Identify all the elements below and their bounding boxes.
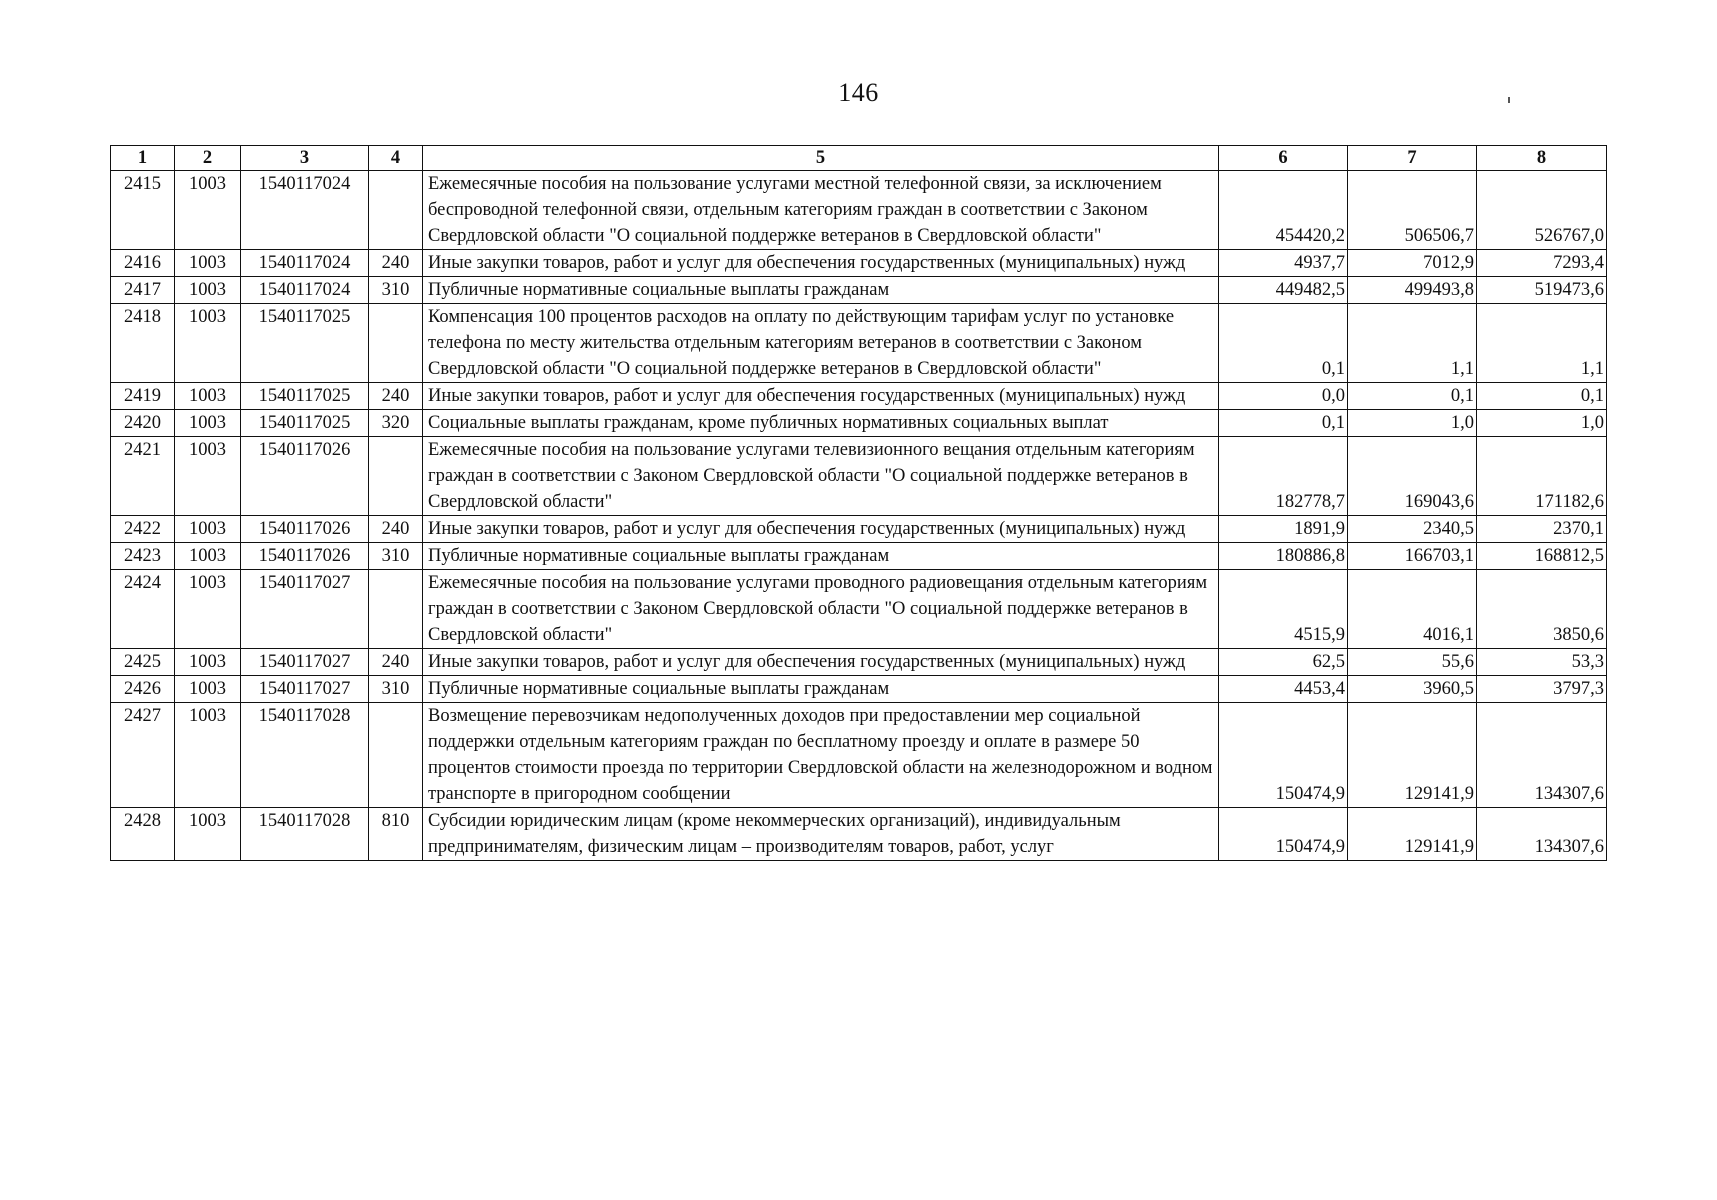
target-article-cell: 1540117027 bbox=[241, 570, 369, 649]
amount-col-6-cell: 454420,2 bbox=[1219, 171, 1348, 250]
section-code-cell: 1003 bbox=[175, 277, 241, 304]
section-code-cell: 1003 bbox=[175, 649, 241, 676]
expense-type-cell: 240 bbox=[369, 383, 423, 410]
amount-col-6-cell: 4937,7 bbox=[1219, 250, 1348, 277]
section-code-cell: 1003 bbox=[175, 516, 241, 543]
target-article-cell: 1540117025 bbox=[241, 410, 369, 437]
target-article-cell: 1540117026 bbox=[241, 516, 369, 543]
description-cell: Публичные нормативные социальные выплаты гражданам bbox=[423, 543, 1219, 570]
description-cell: Ежемесячные пособия на пользование услугами проводного радиовещания отдельным категориям граждан в соответствии с Законом Свердловской области "О социальной поддержке ветеранов в Свердловской области" bbox=[423, 570, 1219, 649]
header-col-5: 5 bbox=[423, 146, 1219, 171]
row-number-cell: 2415 bbox=[111, 171, 175, 250]
table-row bbox=[111, 808, 1607, 861]
amount-col-6-cell: 1891,9 bbox=[1219, 516, 1348, 543]
header-col-2: 2 bbox=[175, 146, 241, 171]
amount-col-8-cell: 168812,5 bbox=[1477, 543, 1607, 570]
target-article-cell: 1540117024 bbox=[241, 250, 369, 277]
amount-col-8-cell: 3797,3 bbox=[1477, 676, 1607, 703]
description-cell: Иные закупки товаров, работ и услуг для обеспечения государственных (муниципальных) нужд bbox=[423, 649, 1219, 676]
expense-type-cell: 310 bbox=[369, 543, 423, 570]
expense-type-cell bbox=[369, 437, 423, 516]
table-row bbox=[111, 543, 1607, 570]
amount-col-7-cell: 506506,7 bbox=[1348, 171, 1477, 250]
table-row bbox=[111, 570, 1607, 649]
section-code-cell: 1003 bbox=[175, 171, 241, 250]
header-col-4: 4 bbox=[369, 146, 423, 171]
expense-type-cell: 320 bbox=[369, 410, 423, 437]
section-code-cell: 1003 bbox=[175, 383, 241, 410]
amount-col-6-cell: 0,0 bbox=[1219, 383, 1348, 410]
section-code-cell: 1003 bbox=[175, 703, 241, 808]
amount-col-6-cell: 0,1 bbox=[1219, 410, 1348, 437]
amount-col-8-cell: 1,1 bbox=[1477, 304, 1607, 383]
table-row bbox=[111, 703, 1607, 808]
row-number-cell: 2417 bbox=[111, 277, 175, 304]
row-number-cell: 2425 bbox=[111, 649, 175, 676]
description-cell: Публичные нормативные социальные выплаты гражданам bbox=[423, 277, 1219, 304]
amount-col-6-cell: 449482,5 bbox=[1219, 277, 1348, 304]
amount-col-7-cell: 1,1 bbox=[1348, 304, 1477, 383]
amount-col-7-cell: 129141,9 bbox=[1348, 808, 1477, 861]
table-row bbox=[111, 277, 1607, 304]
amount-col-8-cell: 1,0 bbox=[1477, 410, 1607, 437]
target-article-cell: 1540117024 bbox=[241, 277, 369, 304]
amount-col-6-cell: 62,5 bbox=[1219, 649, 1348, 676]
target-article-cell: 1540117027 bbox=[241, 676, 369, 703]
row-number-cell: 2422 bbox=[111, 516, 175, 543]
section-code-cell: 1003 bbox=[175, 543, 241, 570]
row-number-cell: 2426 bbox=[111, 676, 175, 703]
amount-col-6-cell: 182778,7 bbox=[1219, 437, 1348, 516]
amount-col-7-cell: 3960,5 bbox=[1348, 676, 1477, 703]
row-number-cell: 2428 bbox=[111, 808, 175, 861]
amount-col-6-cell: 4453,4 bbox=[1219, 676, 1348, 703]
table-row bbox=[111, 649, 1607, 676]
amount-col-7-cell: 2340,5 bbox=[1348, 516, 1477, 543]
amount-col-7-cell: 4016,1 bbox=[1348, 570, 1477, 649]
description-cell: Публичные нормативные социальные выплаты гражданам bbox=[423, 676, 1219, 703]
expense-type-cell bbox=[369, 570, 423, 649]
amount-col-8-cell: 2370,1 bbox=[1477, 516, 1607, 543]
description-cell: Субсидии юридическим лицам (кроме некоммерческих организаций), индивидуальным предпринимателям, физическим лицам – производителям товаров, работ, услуг bbox=[423, 808, 1219, 861]
table-row bbox=[111, 383, 1607, 410]
description-cell: Социальные выплаты гражданам, кроме публичных нормативных социальных выплат bbox=[423, 410, 1219, 437]
expense-type-cell: 240 bbox=[369, 516, 423, 543]
amount-col-7-cell: 166703,1 bbox=[1348, 543, 1477, 570]
expense-type-cell: 810 bbox=[369, 808, 423, 861]
description-cell: Ежемесячные пособия на пользование услугами телевизионного вещания отдельным категориям граждан в соответствии с Законом Свердловской области "О социальной поддержке ветеранов в Свердловской области" bbox=[423, 437, 1219, 516]
row-number-cell: 2419 bbox=[111, 383, 175, 410]
expense-type-cell bbox=[369, 703, 423, 808]
section-code-cell: 1003 bbox=[175, 437, 241, 516]
target-article-cell: 1540117025 bbox=[241, 383, 369, 410]
amount-col-7-cell: 499493,8 bbox=[1348, 277, 1477, 304]
header-col-1: 1 bbox=[111, 146, 175, 171]
amount-col-6-cell: 150474,9 bbox=[1219, 703, 1348, 808]
amount-col-7-cell: 1,0 bbox=[1348, 410, 1477, 437]
table-row bbox=[111, 250, 1607, 277]
amount-col-8-cell: 53,3 bbox=[1477, 649, 1607, 676]
page-number: 146 bbox=[838, 78, 879, 107]
header-col-3: 3 bbox=[241, 146, 369, 171]
expense-type-cell: 240 bbox=[369, 250, 423, 277]
header-col-8: 8 bbox=[1477, 146, 1607, 171]
amount-col-7-cell: 7012,9 bbox=[1348, 250, 1477, 277]
amount-col-6-cell: 180886,8 bbox=[1219, 543, 1348, 570]
header-col-7: 7 bbox=[1348, 146, 1477, 171]
target-article-cell: 1540117026 bbox=[241, 543, 369, 570]
section-code-cell: 1003 bbox=[175, 808, 241, 861]
target-article-cell: 1540117026 bbox=[241, 437, 369, 516]
budget-table bbox=[110, 145, 1607, 861]
expense-type-cell: 310 bbox=[369, 277, 423, 304]
scan-mark bbox=[1508, 97, 1510, 103]
description-cell: Компенсация 100 процентов расходов на оплату по действующим тарифам услуг по установке телефона по месту жительства отдельным категориям ветеранов в соответствии с Законом Свердловской области "О социальной поддержке ветеранов в Свердловской области" bbox=[423, 304, 1219, 383]
description-cell: Иные закупки товаров, работ и услуг для обеспечения государственных (муниципальных) нужд bbox=[423, 383, 1219, 410]
amount-col-7-cell: 129141,9 bbox=[1348, 703, 1477, 808]
row-number-cell: 2424 bbox=[111, 570, 175, 649]
target-article-cell: 1540117028 bbox=[241, 808, 369, 861]
amount-col-8-cell: 134307,6 bbox=[1477, 808, 1607, 861]
amount-col-8-cell: 134307,6 bbox=[1477, 703, 1607, 808]
table-row bbox=[111, 516, 1607, 543]
expense-type-cell: 310 bbox=[369, 676, 423, 703]
description-cell: Возмещение перевозчикам недополученных доходов при предоставлении мер социальной поддержки отдельным категориям граждан по бесплатному проезду и оплате в размере 50 процентов стоимости проезда по территории Свердловской области на железнодорожном и водном транспорте в пригородном сообщении bbox=[423, 703, 1219, 808]
row-number-cell: 2421 bbox=[111, 437, 175, 516]
section-code-cell: 1003 bbox=[175, 304, 241, 383]
table-body bbox=[111, 171, 1607, 861]
section-code-cell: 1003 bbox=[175, 250, 241, 277]
table-row bbox=[111, 171, 1607, 250]
expense-type-cell bbox=[369, 171, 423, 250]
amount-col-7-cell: 169043,6 bbox=[1348, 437, 1477, 516]
amount-col-8-cell: 171182,6 bbox=[1477, 437, 1607, 516]
row-number-cell: 2420 bbox=[111, 410, 175, 437]
row-number-cell: 2423 bbox=[111, 543, 175, 570]
amount-col-8-cell: 7293,4 bbox=[1477, 250, 1607, 277]
target-article-cell: 1540117027 bbox=[241, 649, 369, 676]
expense-type-cell: 240 bbox=[369, 649, 423, 676]
amount-col-6-cell: 150474,9 bbox=[1219, 808, 1348, 861]
target-article-cell: 1540117024 bbox=[241, 171, 369, 250]
table-row bbox=[111, 410, 1607, 437]
description-cell: Иные закупки товаров, работ и услуг для обеспечения государственных (муниципальных) нужд bbox=[423, 516, 1219, 543]
table-row bbox=[111, 676, 1607, 703]
amount-col-6-cell: 0,1 bbox=[1219, 304, 1348, 383]
amount-col-7-cell: 0,1 bbox=[1348, 383, 1477, 410]
target-article-cell: 1540117025 bbox=[241, 304, 369, 383]
row-number-cell: 2418 bbox=[111, 304, 175, 383]
target-article-cell: 1540117028 bbox=[241, 703, 369, 808]
row-number-cell: 2427 bbox=[111, 703, 175, 808]
description-cell: Иные закупки товаров, работ и услуг для обеспечения государственных (муниципальных) нужд bbox=[423, 250, 1219, 277]
section-code-cell: 1003 bbox=[175, 410, 241, 437]
section-code-cell: 1003 bbox=[175, 676, 241, 703]
row-number-cell: 2416 bbox=[111, 250, 175, 277]
amount-col-8-cell: 3850,6 bbox=[1477, 570, 1607, 649]
amount-col-8-cell: 519473,6 bbox=[1477, 277, 1607, 304]
header-row bbox=[111, 146, 1607, 171]
expense-type-cell bbox=[369, 304, 423, 383]
budget-table-container bbox=[110, 145, 1606, 861]
amount-col-6-cell: 4515,9 bbox=[1219, 570, 1348, 649]
description-cell: Ежемесячные пособия на пользование услугами местной телефонной связи, за исключением беспроводной телефонной связи, отдельным категориям граждан в соответствии с Законом Свердловской области "О социальной поддержке ветеранов в Свердловской области" bbox=[423, 171, 1219, 250]
amount-col-8-cell: 0,1 bbox=[1477, 383, 1607, 410]
header-col-6: 6 bbox=[1219, 146, 1348, 171]
table-row bbox=[111, 304, 1607, 383]
section-code-cell: 1003 bbox=[175, 570, 241, 649]
amount-col-8-cell: 526767,0 bbox=[1477, 171, 1607, 250]
amount-col-7-cell: 55,6 bbox=[1348, 649, 1477, 676]
table-row bbox=[111, 437, 1607, 516]
